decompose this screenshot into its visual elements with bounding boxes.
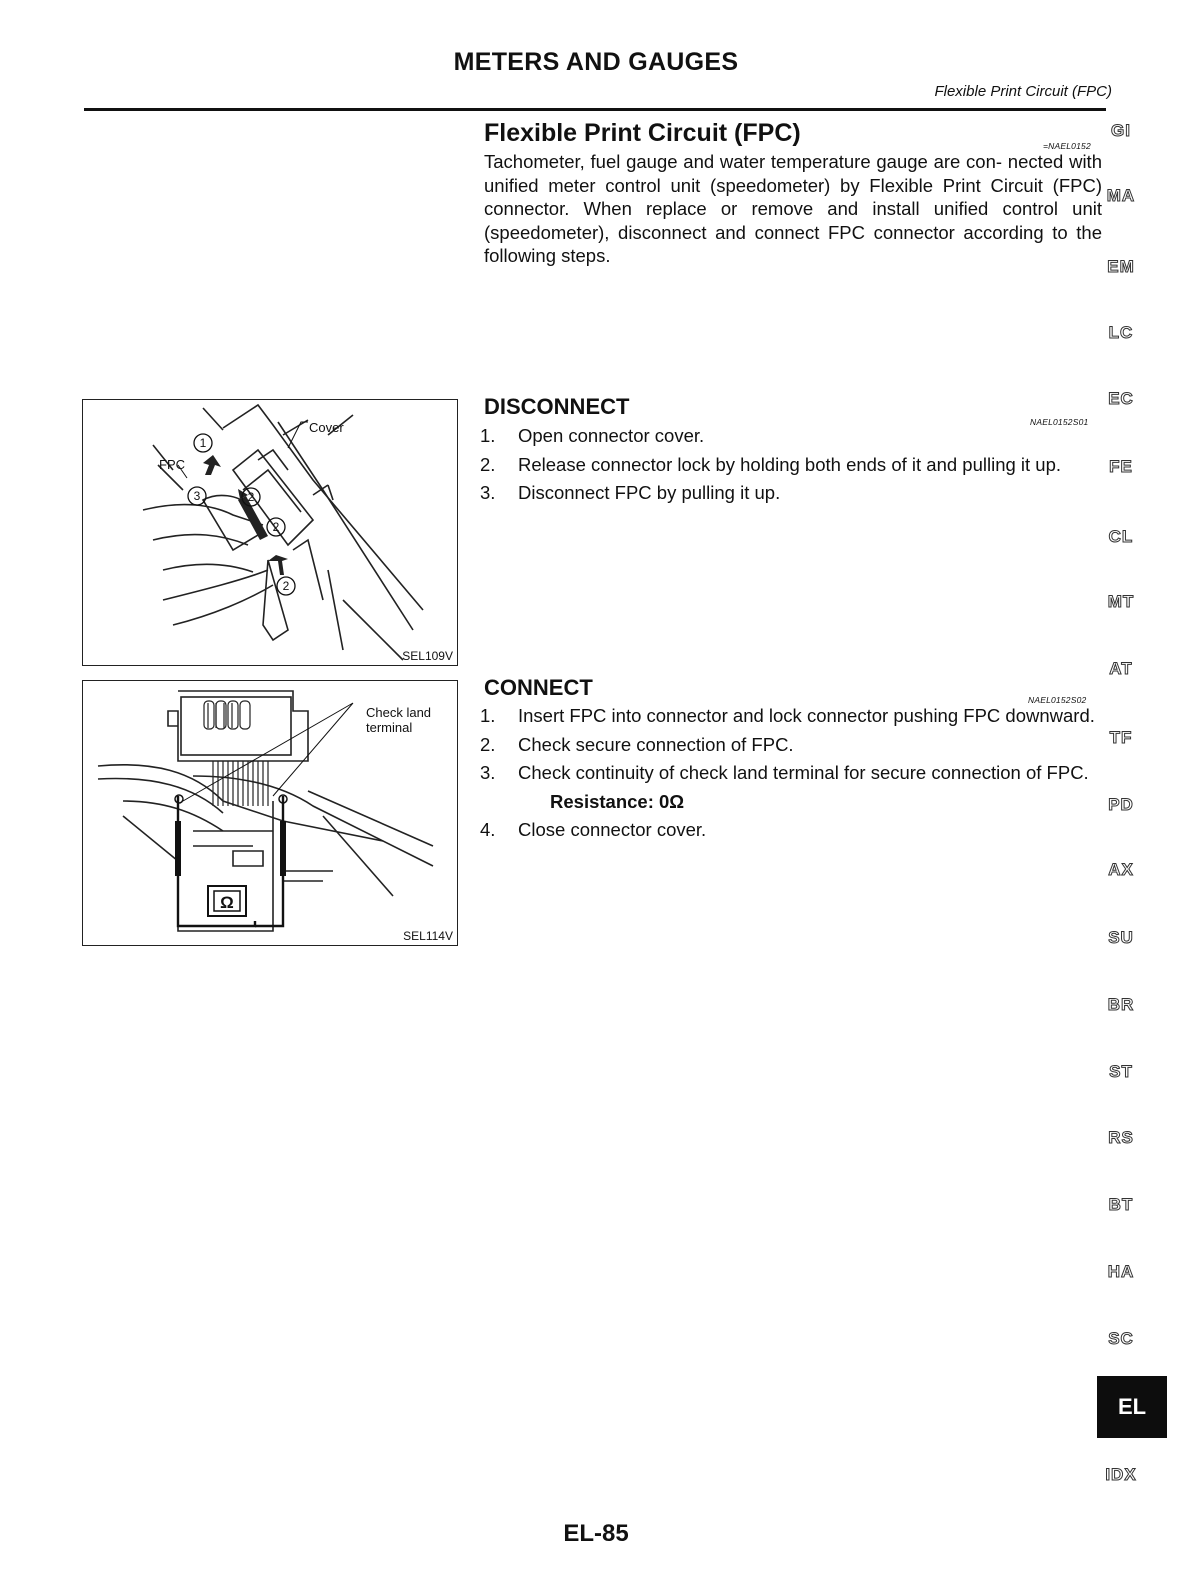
section-tab-lc[interactable]: LC [1108, 323, 1134, 342]
section-tab-pd[interactable]: PD [1108, 795, 1134, 814]
running-head: Flexible Print Circuit (FPC) [934, 83, 1112, 100]
connect-steps [480, 705, 1102, 848]
header-rule [84, 108, 1106, 111]
section-tab-em[interactable]: EM [1107, 257, 1135, 276]
svg-text:3: 3 [193, 489, 201, 503]
section-tab-sc[interactable]: SC [1108, 1329, 1134, 1348]
step-item: 2. Release connector lock by holding both ends of it and pulling it up. [480, 453, 1062, 475]
label-cover: Cover [309, 420, 344, 435]
section-tab-ec[interactable]: EC [1108, 389, 1134, 408]
section-tab-ha[interactable]: HA [1107, 1262, 1135, 1281]
section-tab-ma[interactable]: MA [1106, 186, 1136, 205]
step-item: 2. Check secure connection of FPC. [480, 733, 794, 755]
figure-disconnect [82, 399, 458, 666]
page-title: METERS AND GAUGES [453, 48, 739, 76]
section-tab-el-active[interactable]: EL [1097, 1376, 1167, 1438]
section-tab-ax[interactable]: AX [1108, 860, 1134, 879]
step-item: 3. Check continuity of check land terminal for secure connection of FPC. Resistance: 0Ω [480, 762, 1102, 813]
svg-text:1: 1 [199, 436, 207, 450]
intro-paragraph: Tachometer, fuel gauge and water temperature gauge are con- nected with unified meter control unit (speedometer) by Flexible Print Circuit (FPC) connector. When replace or remove and install unified control unit (speedometer), disconnect and connect FPC connector according to the following steps. [484, 151, 1102, 266]
section-tab-at[interactable]: AT [1109, 659, 1133, 678]
step-item: 1. Open connector cover. [480, 425, 705, 446]
section-heading-connect: CONNECT [484, 675, 593, 700]
section-heading-disconnect: DISCONNECT [484, 394, 630, 419]
page-number: EL-85 [563, 1520, 629, 1547]
section-tab-tf[interactable]: TF [1109, 728, 1133, 747]
figure-code: SEL109V [402, 649, 453, 663]
figure-connect [82, 680, 458, 946]
step-item: 3. Disconnect FPC by pulling it up. [480, 482, 781, 503]
label-fpc: FPC [159, 457, 185, 472]
section-tab-st[interactable]: ST [1109, 1062, 1133, 1081]
section-tab-gi[interactable]: GI [1111, 121, 1131, 140]
svg-text:Ω: Ω [220, 893, 234, 912]
section-tab-bt[interactable]: BT [1108, 1195, 1134, 1214]
section-tab-su[interactable]: SU [1108, 928, 1134, 947]
section-tab-fe[interactable]: FE [1109, 457, 1133, 476]
figure-code: SEL114V [403, 929, 453, 943]
ref-code-intro: =NAEL0152 [1043, 141, 1091, 151]
svg-text:2: 2 [247, 490, 255, 504]
section-tab-br[interactable]: BR [1107, 995, 1135, 1014]
svg-text:2: 2 [282, 579, 290, 593]
disconnect-steps [480, 425, 1102, 511]
section-heading-fpc: Flexible Print Circuit (FPC) [484, 119, 801, 147]
section-tab-idx[interactable]: IDX [1105, 1465, 1137, 1484]
ref-code-connect: NAEL0152S02 [1028, 695, 1087, 705]
section-tab-cl[interactable]: CL [1108, 527, 1134, 546]
disconnect-illustration [83, 400, 458, 666]
svg-text:2: 2 [272, 520, 280, 534]
label-check-land-terminal: Check land terminal [366, 705, 432, 735]
step-item: 4. Close connector cover. [480, 819, 707, 840]
ref-code-disconnect: NAEL0152S01 [1030, 417, 1089, 427]
resistance-spec: Resistance: 0Ω [550, 790, 685, 812]
section-tab-rs[interactable]: RS [1108, 1128, 1134, 1147]
section-tab-mt[interactable]: MT [1107, 592, 1135, 611]
step-item: 1. Insert FPC into connector and lock connector pushing FPC downward. [480, 705, 1095, 726]
